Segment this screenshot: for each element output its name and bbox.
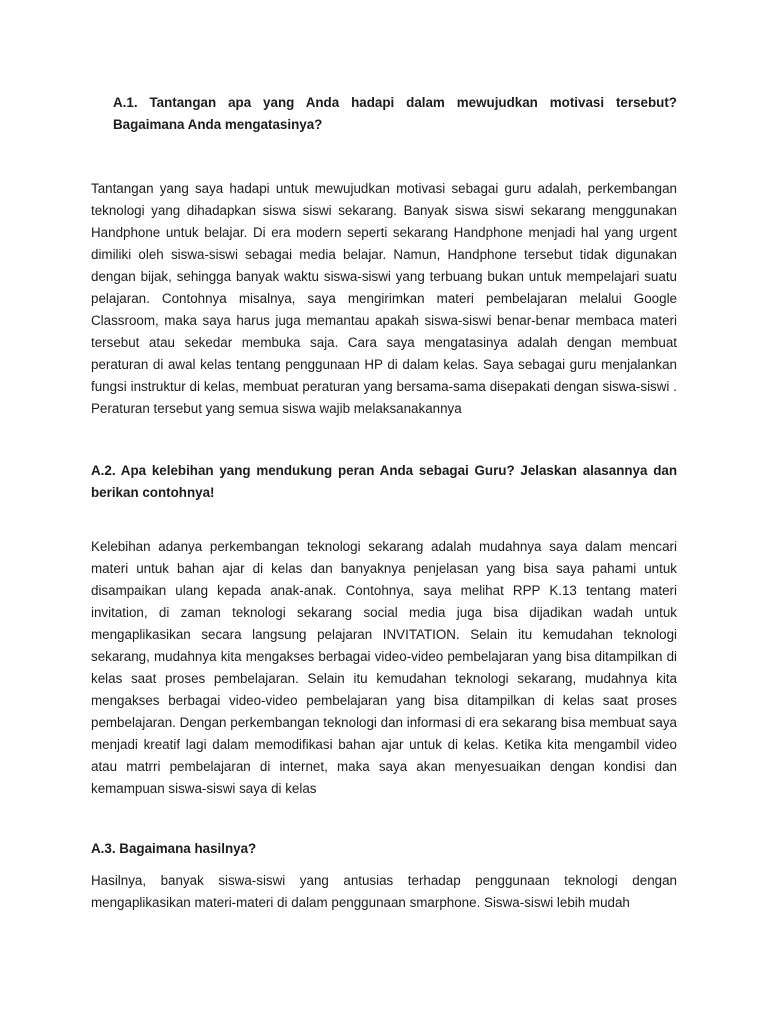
question-a3: A.3. Bagaimana hasilnya? <box>91 841 257 856</box>
answer-a1: Tantangan yang saya hadapi untuk mewujudkan motivasi sebagai guru adalah, perkembangan teknologi yang dihadapkan siswa siswi sekarang. Banyak siswa siswi sekarang menggunakan Handphone untuk belajar. Di era modern seperti sekarang Handphone menjadi hal yang urgent dimiliki oleh siswa-siswi sebagai media belajar. Namun, Handphone tersebut tidak digunakan dengan bijak, sehingga banyak waktu siswa-siswi yang terbuang bukan untuk mempelajari suatu pelajaran. Contohnya misalnya, saya mengirimkan materi pembelajaran melalui Google Classroom, maka saya harus juga memantau apakah siswa-siswi benar-benar membaca materi tersebut atau sekedar membuka saja. Cara saya mengatasinya adalah dengan membuat peraturan di awal kelas tentang penggunaan HP di dalam kelas. Saya sebagai guru menjalankan fungsi instruktur di kelas, membuat peraturan yang bersama-sama disepakati dengan siswa-siswi . Peraturan tersebut yang semua siswa wajib melaksanakannya <box>91 181 677 416</box>
question-a1: A.1. Tantangan apa yang Anda hadapi dalam mewujudkan motivasi tersebut? Bagaimana Anda mengatasinya? <box>113 95 677 132</box>
question-a2: A.2. Apa kelebihan yang mendukung peran Anda sebagai Guru? Jelaskan alasannya dan berikan contohnya! <box>91 463 677 500</box>
answer-a2: Kelebihan adanya perkembangan teknologi sekarang adalah mudahnya saya dalam mencari materi untuk bahan ajar di kelas dan banyaknya penjelasan yang bisa saya pahami untuk disampaikan ulang kepada anak-anak. Contohnya, saya melihat RPP K.13 tentang materi invitation, di zaman teknologi sekarang social media juga bisa dijadikan wadah untuk mengaplikasikan secara langsung pelajaran INVITATION. Selain itu kemudahan teknologi sekarang, mudahnya kita mengakses berbagai video-video pembelajaran yang bisa ditampilkan di kelas saat proses pembelajaran. Selain itu kemudahan teknologi sekarang, mudahnya kita mengakses berbagai video-video pembelajaran yang bisa ditampilkan di kelas saat proses pembelajaran. Dengan perkembangan teknologi dan informasi di era sekarang bisa membuat saya menjadi kreatif lagi dalam memodifikasi bahan ajar untuk di kelas. Ketika kita mengambil video atau matrri pembelajaran di internet, maka saya akan menyesuaikan dengan kondisi dan kemampuan siswa-siswi saya di kelas <box>91 539 677 796</box>
answer-a3: Hasilnya, banyak siswa-siswi yang antusias terhadap penggunaan teknologi dengan mengaplikasikan materi-materi di dalam penggunaan smarphone. Siswa-siswi lebih mudah <box>91 873 677 910</box>
